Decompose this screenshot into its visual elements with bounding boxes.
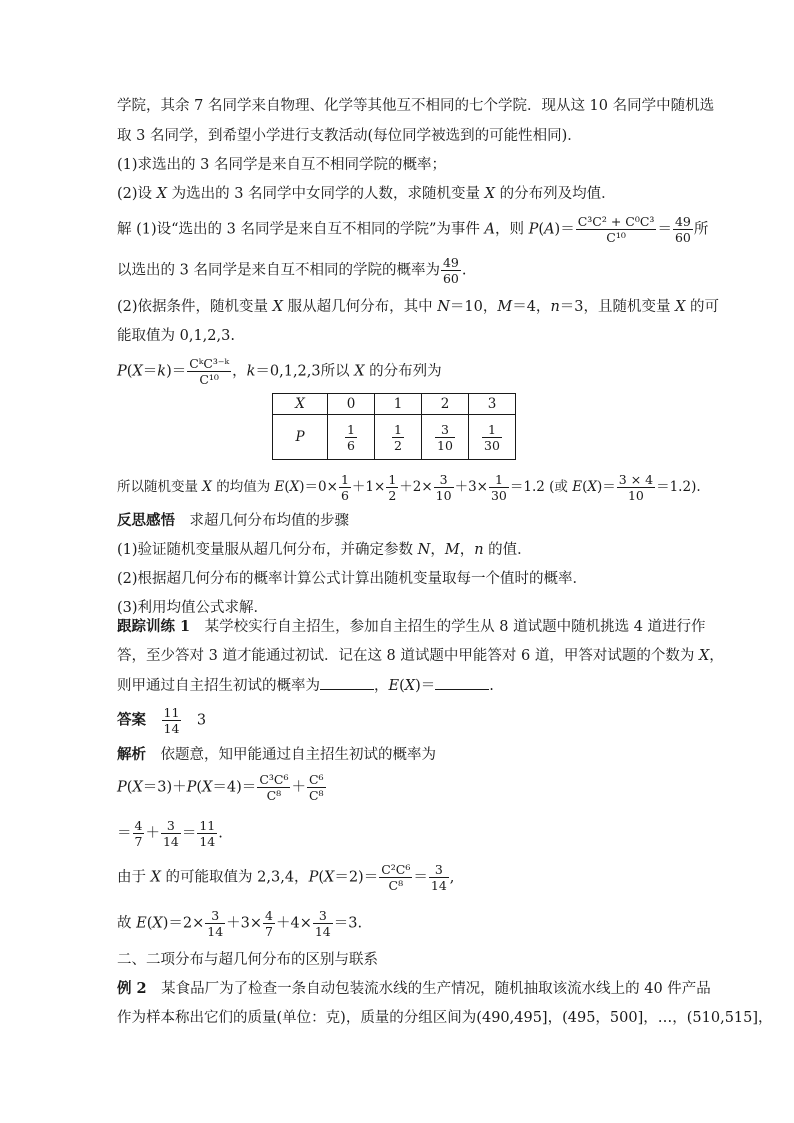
distribution-table	[272, 393, 516, 460]
section-heading: 二、二项分布与超几何分布的区别与联系	[117, 952, 378, 968]
table-header-cell: 0	[328, 394, 375, 415]
example-line-1: 例 2 某食品厂为了检查一条自动包装流水线的生产情况，随机抽取该流水线上的 40 件产品	[117, 980, 711, 997]
text-line: 学院，其余 7 名同学来自物理、化学等其他互不相同的七个学院．现从这 10 名同学中随机选	[117, 98, 715, 114]
table-cell: $\frac{3}{10}$	[422, 415, 469, 460]
pmf-formula: P(X＝k)＝ $\frac{\text{CᵏC³⁻ᵏ}}{\text{C¹⁰}}$ ，k＝0,1,2,3所以 X 的分布列为	[117, 356, 442, 387]
fraction: $\frac{\text{C³C² + C⁰C³}}{\text{C¹⁰}}$	[577, 214, 655, 245]
question-1: (1)求选出的 3 名同学是来自互不相同学院的概率；	[117, 157, 446, 173]
fraction: $\frac{49}{60}$	[674, 214, 691, 245]
answer-line: 答案 $\frac{11}{14}$ 3	[117, 705, 207, 736]
table-cell: $\frac{1}{2}$	[375, 415, 422, 460]
table-header-cell: 1	[375, 394, 422, 415]
reflection-step-2: (2)根据超几何分布的概率计算公式计算出随机变量取每一个值时的概率．	[117, 571, 588, 587]
exercise-line-2: 答，至少答对 3 道才能通过初试．记在这 8 道试题中甲能答对 6 道，甲答对试题的个数为 X，	[117, 648, 724, 664]
example-line-2: 作为样本称出它们的质量(单位：克)，质量的分组区间为(490,495]，(495，500]，…，(510,515]，	[117, 1010, 773, 1026]
reflection-title: 反思感悟 求超几何分布均值的步骤	[117, 512, 349, 529]
analysis-formula-2: ＝ $\frac{4}{7}$ ＋ $\frac{3}{14}$ ＝ $\frac{11}{14}$ .	[117, 818, 223, 849]
analysis-formula-4: 故 E(X)＝2× $\frac{3}{14}$ ＋3× $\frac{4}{7}$ ＋4× $\frac{3}{14}$ ＝3.	[117, 908, 363, 939]
table-header-cell: 2	[422, 394, 469, 415]
answer-blank	[435, 675, 489, 690]
solution-line-1: 解 (1)设“选出的 3 名同学是来自互不相同的学院”为事件 A，则 P(A)＝ $\frac{\text{C³C² + C⁰C³}}{\text{C¹⁰}}$ ＝ $\frac{49}{60}$ 所	[117, 214, 709, 245]
exercise-line-1: 跟踪训练 1 某学校实行自主招生，参加自主招生的学生从 8 道试题中随机挑选 4 道进行作	[117, 618, 706, 635]
text-line: 取 3 名同学，到希望小学进行支教活动(每位同学被选到的可能性相同)．	[117, 128, 582, 144]
question-2: (2)设 X 为选出的 3 名同学中女同学的人数，求随机变量 X 的分布列及均值．	[117, 186, 616, 202]
table-header-cell: 3	[469, 394, 516, 415]
solution-line-4: 能取值为 0,1,2,3.	[117, 328, 235, 344]
solution-line-2: 以选出的 3 名同学是来自互不相同的学院的概率为 $\frac{49}{60}$ .	[117, 255, 467, 286]
table-header-cell: X	[273, 394, 328, 415]
exercise-line-3: 则甲通过自主招生初试的概率为 ，E(X)＝ .	[117, 675, 494, 696]
fraction: $\frac{\text{CᵏC³⁻ᵏ}}{\text{C¹⁰}}$	[189, 356, 230, 387]
table-row-label: P	[273, 415, 328, 460]
analysis-line: 解析 依题意，知甲能通过自主招生初试的概率为	[117, 746, 436, 763]
table-cell: $\frac{1}{6}$	[328, 415, 375, 460]
answer-blank	[320, 675, 374, 690]
fraction: $\frac{49}{60}$	[442, 255, 459, 286]
reflection-step-1: (1)验证随机变量服从超几何分布，并确定参数 N，M，n 的值．	[117, 542, 532, 558]
analysis-formula-1: P(X＝3)＋P(X＝4)＝ $\frac{\text{C³C⁶}}{\text{C⁸}}$ ＋ $\frac{\text{C⁶}}{\text{C⁸}}$	[117, 772, 324, 803]
reflection-step-3: (3)利用均值公式求解．	[117, 600, 269, 616]
analysis-formula-3: 由于 X 的可能取值为 2,3,4，P(X＝2)＝ $\frac{\text{C²C⁶}}{\text{C⁸}}$ ＝ $\frac{3}{14}$ ,	[117, 862, 455, 893]
table-cell: $\frac{1}{30}$	[469, 415, 516, 460]
solution-label: 解	[117, 221, 132, 238]
solution-line-3: (2)依据条件，随机变量 X 服从超几何分布，其中 N＝10，M＝4，n＝3，且随机变量 X 的可	[117, 299, 720, 315]
expectation-line: 所以随机变量 X 的均值为 E(X)＝0× $\frac{1}{6}$ ＋1× $\frac{1}{2}$ ＋2× $\frac{3}{10}$ ＋3× $\frac{1}{30}$ ＝1.2 (或 E(X)＝ $\frac{3 \times 4}{10}$ ＝1.2).	[117, 472, 701, 503]
